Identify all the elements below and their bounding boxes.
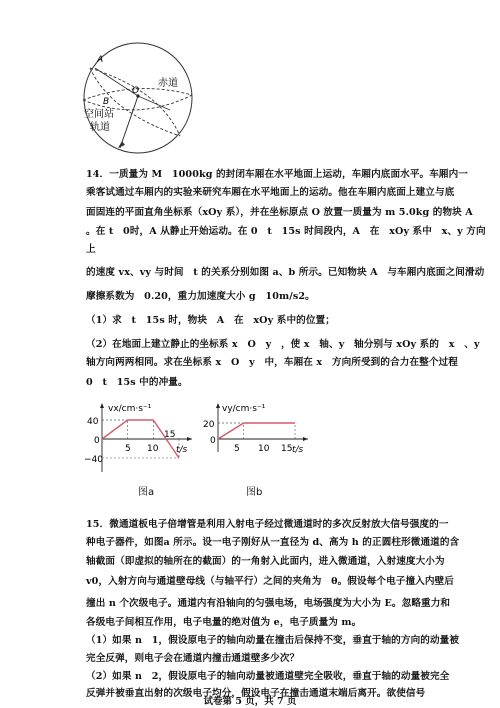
q14-line: 面固连的平面直角坐标系（xOy 系），并在坐标原点 O 放置一质量为 m 5.0kg 的物块 A — [86, 207, 473, 218]
q14-line: 。在 t 0时，A 从静止开始运动。在 0 t 15s 时间段内，A 在 xOy 系中 x、y 方向 — [86, 226, 486, 237]
q14-line: 14．一质量为 M 1000kg 的封闭车厢在水平地面上运动，车厢内底面水平。车厢内一 — [86, 169, 469, 180]
q14-line: 轴方向两两相同。求在坐标系 x O y 中，车厢在 x 方向所受到的合力在整个过程 — [86, 357, 458, 368]
graph-b-tick-x: 15 — [281, 444, 293, 454]
q15-line: 反弹并被垂直出射的次级电子均分，假设电子在撞击通道末端后离开。欲使信号 — [86, 688, 426, 699]
graph-a-tick-x: 10 — [147, 444, 159, 454]
graph-b-tick-y: 20 — [203, 420, 215, 430]
q14-line: 上 — [86, 244, 96, 255]
graph-a — [84, 400, 199, 482]
q15-line: 种电子器件，如图a 所示。设一电子刚好从一直径为 d、高为 h 的正圆柱形微通道的含 — [86, 537, 460, 548]
q15-line: 轴截面（即虚拟的轴所在的截面）的一角射入此面内，进入微通道，入射速度大小为 — [86, 556, 445, 567]
graph-a-xlabel: t/s — [176, 445, 188, 455]
graph-a-tick-y: 40 — [87, 417, 99, 427]
point-b-label: B — [103, 97, 110, 107]
q14-line: （2）在地面上建立静止的坐标系 x O y ，使 x 轴、y 轴分别与 xOy 系的 x 、y — [86, 339, 480, 350]
q15-line: v0，入射方向与通道壁母线（与轴平行）之间的夹角为 θ。假设每个电子撞入内壁后 — [86, 576, 454, 587]
graph-b-tick-y: 0 — [210, 436, 216, 446]
q14-line: 乘客试通过车厢内的实验来研究车厢在水平地面上的运动。他在车厢内底面上建立与底 — [86, 187, 455, 198]
graph-b-tick-x: 10 — [258, 444, 270, 454]
point-o-label: O — [132, 86, 140, 96]
q14-line: （1）求 t 15s 时，物块 A 在 xOy 系中的位置； — [86, 315, 335, 326]
q15-line: 完全反弹，则电子会在通道内撞击通道壁多少次？ — [86, 653, 300, 664]
graph-a-caption: 图a — [138, 487, 155, 498]
point-a-label: A — [97, 55, 104, 65]
page-footer: 试卷第 5 页，共 7 页 — [203, 696, 297, 707]
orbit-diagram — [80, 40, 195, 158]
graph-a-tick-y: −40 — [84, 455, 103, 465]
graph-b — [200, 400, 315, 482]
q15-line: （1）如果 n 1，假设原电子的轴向动量在撞击后保持不变，垂直于轴的方向的动量被 — [86, 635, 460, 646]
graph-b-caption: 图b — [246, 487, 263, 498]
orbit-label-line2: 轨道 — [90, 122, 110, 133]
graph-b-series-segment — [218, 423, 244, 439]
graph-a-tick-y: 0 — [94, 436, 100, 446]
graph-a-series-segment — [102, 420, 128, 439]
graph-b-xlabel: t/s — [292, 445, 304, 455]
graph-b-tick-x: 5 — [234, 444, 240, 454]
q15-line: 15．微通道板电子倍增管是利用入射电子经过微通道时的多次反射放大信号强度的一 — [86, 519, 449, 530]
q15-line: （2）如果 n 2，假设原电子的轴向动量被通道壁完全吸收，垂直于轴的动量被完全 — [86, 671, 450, 682]
equator-label: 赤道 — [158, 78, 178, 89]
q14-line: 0 t 15s 中的冲量。 — [86, 377, 188, 388]
q14-line: 的速度 vx、vy 与时间 t 的关系分别如图 a、b 所示。已知物块 A 与车厢内底面之间滑动 — [86, 267, 485, 278]
graph-a-tick-x: 5 — [125, 444, 131, 454]
orbit-label-line1: 空间站 — [84, 109, 114, 120]
q14-line: 摩擦系数为 0.20，重力加速度大小 g 10m/s2。 — [86, 291, 315, 302]
graph-a-ylabel: vx/cm·s⁻¹ — [108, 404, 152, 414]
q15-line: 撞出 n 个次级电子。通道内有沿轴向的匀强电场，电场强度为大小为 E。忽略重力和 — [86, 598, 451, 609]
graph-b-ylabel: vy/cm·s⁻¹ — [222, 404, 266, 414]
q15-line: 各级电子间相互作用，电子电量的绝对值为 e，电子质量为 m。 — [86, 617, 362, 628]
graph-a-tick-x: 15 — [164, 430, 176, 440]
